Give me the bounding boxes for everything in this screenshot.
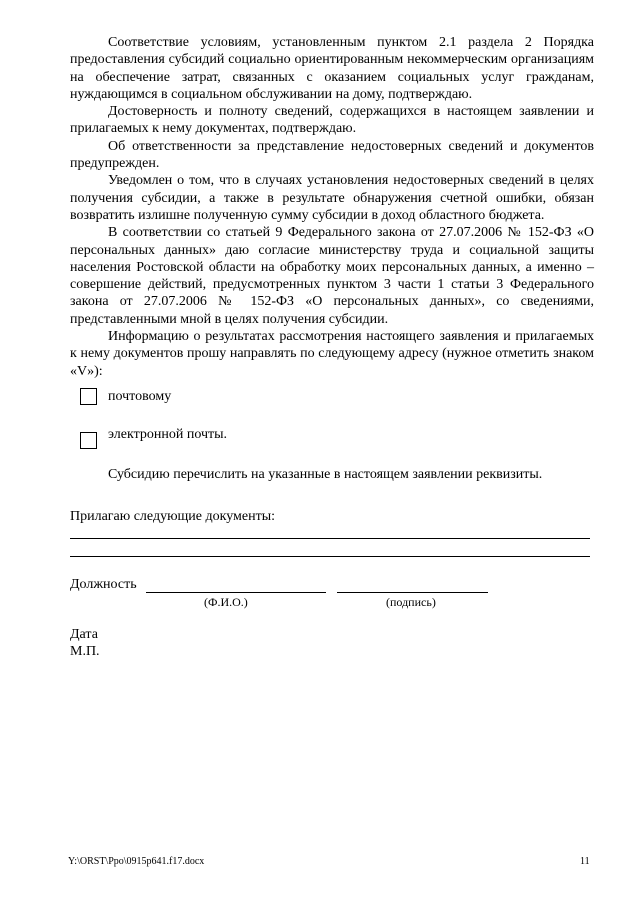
signature-caption: (подпись) — [386, 595, 436, 609]
email-label: электронной почты. — [108, 426, 228, 442]
signature-line — [337, 592, 488, 593]
option-postal — [70, 388, 594, 410]
attachments-line-1 — [70, 538, 590, 539]
paragraph-compliance: Соответствие условиям, установленным пунктом 2.1 раздела 2 Порядка предоставления субсидий социально ориентированным некоммерческим организациям на обеспечение затрат, связанных с оказанием социальных услуг гражданам, нуждающимся в социальном обслуживании на дому, подтверждаю. — [70, 35, 594, 102]
option-email — [70, 426, 594, 448]
position-label: Должность — [70, 577, 137, 592]
fio-line — [146, 592, 326, 593]
document-body — [70, 34, 594, 448]
attachments-line-2 — [70, 556, 590, 557]
postal-checkbox[interactable] — [80, 388, 97, 405]
attachments-label: Прилагаю следующие документы: — [70, 509, 276, 524]
postal-label: почтовому — [108, 388, 172, 404]
email-checkbox[interactable] — [80, 432, 97, 449]
paragraph-personal-data-consent: В соответствии со статьей 9 Федерального закона от 27.07.2006 № 152-ФЗ «О персональных данных» даю согласие министерству труда и социальной защиты населения Ростовской области на обработку моих персональных данных, а именно – совершение действий, предусмотренных пунктом 3 части 1 статьи 3 Федерального закона от 27.07.2006 № 152-ФЗ «О персональных данных», со сведениями, представленными мной в целях получения субсидии. — [70, 225, 594, 327]
paragraph-accuracy: Достоверность и полноту сведений, содержащихся в настоящем заявлении и прилагаемых к нему документах, подтверждаю. — [70, 104, 594, 137]
stamp-label: М.П. — [70, 644, 100, 659]
date-label: Дата — [70, 627, 98, 642]
paragraph-responsibility: Об ответственности за представление недостоверных сведений и документов предупрежден. — [70, 138, 594, 172]
subsidy-text: Субсидию перечислить на указанные в настоящем заявлении реквизиты. — [108, 467, 543, 482]
paragraph-refund-notice: Уведомлен о том, что в случаях установления недостоверных сведений в целях получения субсидии, а также в результате обнаружения счетной ошибки, обязан возвратить излишне полученную сумму субсидии в доход областного бюджета. — [70, 173, 594, 223]
page-number: 11 — [580, 856, 590, 867]
paragraph-delivery-method: Информацию о результатах рассмотрения настоящего заявления и прилагаемых к нему документов прошу направлять по следующему адресу (нужное отметить знаком «V»): — [70, 329, 594, 379]
footer-file-path: Y:\ORST\Ppo\0915p641.f17.docx — [68, 856, 205, 867]
fio-caption: (Ф.И.О.) — [204, 595, 248, 609]
